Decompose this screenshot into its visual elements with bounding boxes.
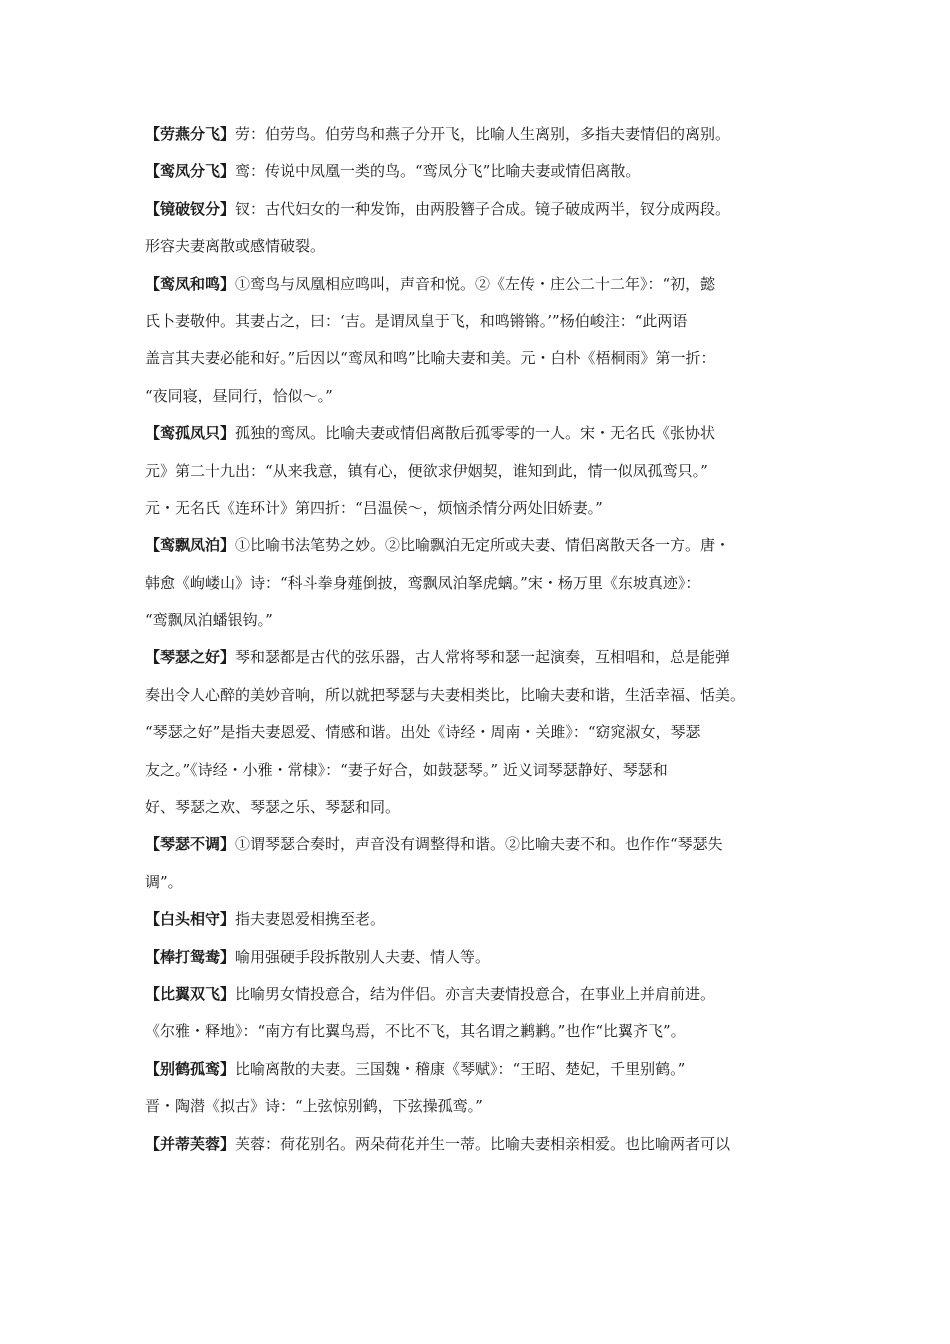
line-text: 好、琴瑟之欢、琴瑟之乐、琴瑟和同。	[145, 798, 401, 817]
line-text: 比喻男女情投意合，结为伴侣。亦言夫妻情投意合，在事业上并肩前进。	[235, 984, 716, 1003]
idiom-term: 【鸾凤分飞】	[145, 162, 236, 181]
line-text: 奏出令人心醉的美妙音响，所以就把琴瑟与夫妻相类比，比喻夫妻和谐，生活幸福、恬美。	[145, 685, 746, 704]
line-text: 喻用强硬手段拆散别人夫妻、情人等。	[235, 947, 491, 966]
text-line	[145, 752, 815, 789]
text-line	[145, 602, 815, 639]
text-line	[145, 677, 815, 714]
idiom-term: 【劳燕分飞】	[145, 125, 236, 143]
line-text: ①谓琴瑟合奏时，声音没有调整得和谐。②比喻夫妻不和。也作作“琴瑟失	[235, 835, 723, 854]
line-text: 比喻离散的夫妻。三国魏・稽康《琴赋》：“王昭、楚妃，千里别鹤。”	[235, 1059, 686, 1078]
idiom-term: 【别鹤孤鸾】	[145, 1059, 236, 1078]
idiom-entry-line	[145, 826, 815, 863]
idiom-term: 【琴瑟不调】	[145, 835, 236, 854]
idiom-term: 【鸾凤和鸣】	[145, 274, 236, 293]
idiom-entry-line	[145, 1051, 815, 1088]
idiom-term: 【白头相守】	[145, 910, 236, 929]
idiom-term: 【比翼双飞】	[145, 984, 236, 1003]
line-text: “鸾飘凤泊蟠银钩。”	[145, 611, 273, 630]
text-line	[145, 864, 815, 901]
text-line	[145, 1088, 815, 1125]
document-body	[145, 116, 815, 1163]
idiom-entry-line	[145, 901, 815, 938]
idiom-entry-line	[145, 639, 815, 676]
idiom-entry-line	[145, 527, 815, 564]
line-text: ①鸾鸟与凤凰相应鸣叫，声音和悦。②《左传・庄公二十二年》：“初，懿	[235, 274, 716, 293]
idiom-entry-line	[145, 266, 815, 303]
text-line	[145, 1013, 815, 1050]
line-text: 元・无名氏《连环计》第四折：“吕温侯～，烦恼杀情分两处旧娇妻。”	[145, 498, 603, 517]
idiom-term: 【并蒂芙蓉】	[145, 1134, 236, 1153]
line-text: 形容夫妻离散或感情破裂。	[145, 237, 326, 256]
idiom-entry-line	[145, 976, 815, 1013]
line-text: 钗：古代妇女的一种发饰，由两股簪子合成。镜子破成两半，钗分成两段。	[235, 199, 731, 218]
text-line	[145, 565, 815, 602]
idiom-entry-line	[145, 1126, 815, 1163]
line-text: 晋・陶潜《拟古》诗：“上弦惊别鹤，下弦操孤鸾。”	[145, 1097, 483, 1116]
line-text: 韩愈《岣嵝山》诗：“科斗拳身薤倒披，鸾飘凤泊拏虎螭。”宋・杨万里《东坡真迹》：	[145, 573, 701, 592]
text-line	[145, 378, 815, 415]
line-text: 元》第二十九出：“从来我意，镇有心，便欲求伊姻契，谁知到此，情一似凤孤鸾只。”	[145, 461, 708, 480]
line-text: 调”。	[145, 872, 183, 891]
line-text: 氏卜妻敬仲。其妻占之，曰：‘吉。是谓凤皇于飞，和鸣锵锵。’”杨伯峻注：“此两语	[145, 311, 688, 330]
text-line	[145, 228, 815, 265]
idiom-entry-line	[145, 116, 815, 153]
text-line	[145, 340, 815, 377]
text-line	[145, 714, 815, 751]
idiom-term: 【镜破钗分】	[145, 199, 236, 218]
line-text: 《尔雅・释地》：“南方有比翼鸟焉，不比不飞，其名谓之鹣鹣。”也作“比翼齐飞”。	[145, 1022, 686, 1041]
text-line	[145, 303, 815, 340]
text-line	[145, 789, 815, 826]
line-text: 鸾：传说中凤凰一类的鸟。“鸾凤分飞”比喻夫妻或情侣离散。	[235, 162, 641, 181]
line-text: ①比喻书法笔势之妙。②比喻飘泊无定所或夫妻、情侣离散天各一方。唐・	[235, 536, 731, 555]
idiom-term: 【琴瑟之好】	[145, 648, 236, 667]
idiom-term: 【棒打鸳鸯】	[145, 947, 236, 966]
idiom-entry-line	[145, 939, 815, 976]
line-text: 盖言其夫妻必能和好。”后因以“鸾凤和鸣”比喻夫妻和美。元・白朴《梧桐雨》第一折：	[145, 349, 716, 368]
line-text: 芙蓉：荷花别名。两朵荷花并生一蒂。比喻夫妻相亲相爱。也比喻两者可以	[235, 1134, 731, 1153]
idiom-entry-line	[145, 191, 815, 228]
idiom-term: 【鸾飘凤泊】	[145, 536, 236, 555]
text-line	[145, 453, 815, 490]
line-text: 琴和瑟都是古代的弦乐器，古人常将琴和瑟一起演奏，互相唱和，总是能弹	[235, 648, 731, 667]
idiom-entry-line	[145, 415, 815, 452]
line-text: 友之。”《诗经・小雅・常棣》：“妻子好合，如鼓瑟琴。” 近义词琴瑟静好、琴瑟和	[145, 760, 668, 779]
line-text: 孤独的鸾凤。比喻夫妻或情侣离散后孤零零的一人。宋・无名氏《张协状	[235, 424, 716, 443]
line-text: 指夫妻恩爱相携至老。	[235, 910, 386, 929]
line-text: “夜同寝，昼同行，恰似～。”	[145, 386, 333, 405]
idiom-term: 【鸾孤凤只】	[145, 424, 236, 443]
text-line	[145, 490, 815, 527]
line-text: “琴瑟之好”是指夫妻恩爱、情感和谐。出处《诗经・周南・关雎》：“窈窕淑女，琴瑟	[145, 723, 701, 742]
idiom-entry-line	[145, 153, 815, 190]
line-text: 劳：伯劳鸟。伯劳鸟和燕子分开飞，比喻人生离别，多指夫妻情侣的离别。	[235, 125, 731, 143]
